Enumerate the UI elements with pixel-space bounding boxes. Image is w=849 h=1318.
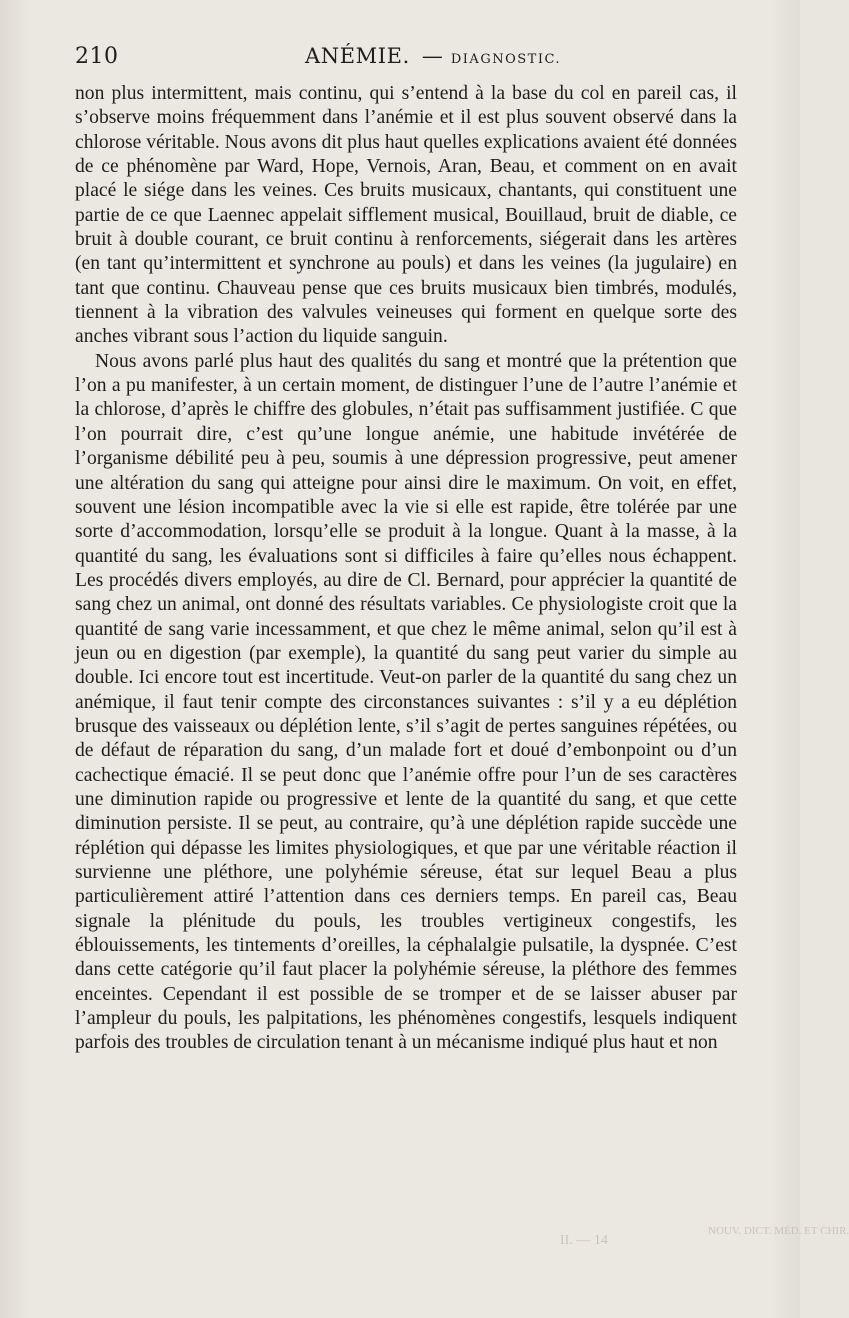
page-number: 210: [75, 44, 119, 69]
paragraph-blood-quantity: Nous avons parlé plus haut des qualités du sang et montré que la prétention que l’on a pu manifester, à un certain moment, de distinguer l’une de l’autre l’anémie et la chlorose, d’après le chiffre des globules, n’était pas suffisamment justifiée. C que l’on pourrait dire, c’est qu’une longue anémie, une habitude invétérée de l’organisme débilité peu à peu, soumis à une dépression progressive, peut amener une altération du sang qui atteigne pour ainsi dire le maximum. On voit, en effet, souvent une lésion incompatible avec la vie si elle est rapide, être tolérée par une sorte d’accommodation, lorsqu’elle se produit à la longue. Quant à la masse, à la quantité du sang, les évaluations sont si difficiles à faire qu’elles nous échappent. Les procédés divers employés, au dire de Cl. Bernard, pour apprécier la quantité de sang chez un animal, ont donné des résultats variables. Ce physiologiste croit que la quantité de sang varie incessamment, et que chez le même animal, selon qu’il est à jeun ou en digestion (par exemple), la quantité du sang peut varier du simple au double. Ici encore tout est incertitude. Veut-on parler de la quantité du sang chez un anémique, il faut tenir compte des circonstances suivantes : s’il y a eu déplétion brusque des vaisseaux ou déplétion lente, s’il s’agit de pertes sanguines répétées, ou de défaut de réparation du sang, d’un malade fort et doué d’embonpoint ou d’un cachectique émacié. Il se peut donc que l’anémie offre pour l’un de ses caractères une diminution rapide ou progressive et lente de la quantité du sang, et que cette diminution persiste. Il se peut, au contraire, qu’à une déplétion rapide succède une réplétion qui dépasse les limites physiologiques, et que par une véritable réaction il survienne une pléthore, une polyhémie séreuse, état sur lequel Beau a plus particulièrement attiré l’attention dans ces derniers temps. En pareil cas, Beau signale la plénitude du pouls, les troubles vertigineux congestifs, les éblouissements, les tintements d’oreilles, la céphalalgie pulsatile, la dyspnée. C’est dans cette catégorie qu’il faut placer la polyhémie séreuse, la pléthore des femmes enceintes. Cependant il est possible de se tromper et de se laisser abuser par l’ampleur du pouls, les palpitations, les phénomènes congestifs, lesquels indiquent parfois des troubles de circulation tenant à un mécanisme indiqué plus haut et non: [75, 350, 737, 1054]
show-through-signature: II. — 14: [560, 1233, 608, 1248]
paragraph-continuation: non plus intermittent, mais continu, qui s’entend à la base du col en pareil cas, il s’observe moins fréquemment dans l’anémie et il est plus souvent observé dans la chlorose véritable. Nous avons dit plus haut quelles explications avaient été données de ce phénomène par Ward, Hope, Vernois, Aran, Beau, et comment on en avait placé le siége dans les veines. Ces bruits musicaux, chantants, qui constituent une partie de ce que Laennec appelait sifflement musical, Bouillaud, bruit de diable, ce bruit à double courant, ce bruit continu à renforcements, siégerait dans les artères (en tant qu’intermittent et synchrone au pouls) et dans les veines (la jugulaire) en tant que continu. Chauveau pense que ces bruits musicaux bien timbrés, modulés, tiennent à la vibration des valvules veineuses qui forment en quelque sorte des anches vibrant sous l’action du liquide sanguin.: [75, 83, 737, 348]
running-head: [305, 44, 561, 68]
running-head-title: ANÉMIE.: [305, 44, 410, 68]
body-text: [75, 82, 737, 1056]
show-through-footer: NOUV. DICT. MÉD. ET CHIR.: [708, 1225, 849, 1237]
running-head-section: DIAGNOSTIC.: [450, 52, 562, 67]
page-header: [75, 44, 737, 74]
running-head-dash: —: [421, 44, 443, 68]
